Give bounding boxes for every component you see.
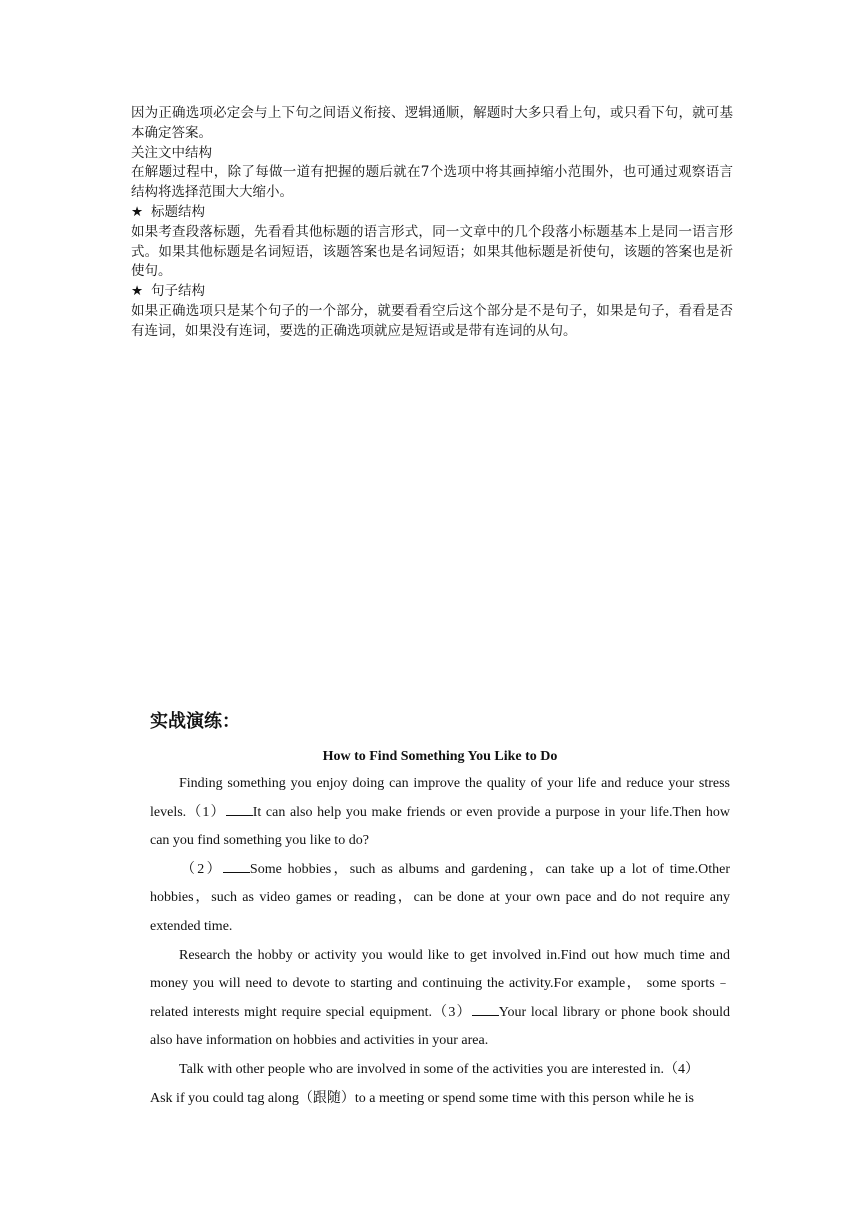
star-icon: ★ xyxy=(131,203,144,220)
passage-paragraph-1 xyxy=(150,770,730,856)
passage-text: Finding something you enjoy doing can improve the quality of your life and reduce your stress levels.（1） xyxy=(150,776,730,820)
bullet-sentence-label: 句子结构 xyxy=(151,283,205,300)
paragraph-structure-intro: 在解题过程中，除了每做一道有把握的题后就在7个选项中将其画掉缩小范围外，也可通过观察语言结构将选择范围大大缩小。 xyxy=(131,164,733,201)
passage-paragraph-3 xyxy=(150,942,730,1056)
passage-text: （2） xyxy=(181,861,223,877)
article-title: How to Find Something You Like to Do xyxy=(322,749,558,764)
bullet-title-structure xyxy=(131,203,733,223)
passage-text: Some hobbies，such as albums and gardening，can take up a lot of time.Other hobbies，such as video games or reading，can be done at your own pace and do not require any extended time. xyxy=(150,861,730,934)
answer-blank-1 xyxy=(226,804,253,816)
chinese-guidance-section xyxy=(131,104,733,342)
passage-paragraph-2 xyxy=(150,856,730,942)
paragraph-context-logic: 因为正确选项必定会与上下句之间语义衔接、逻辑通顺，解题时大多只看上句，或只看下句，就可基本确定答案。 xyxy=(131,105,733,141)
bullet-title-label: 标题结构 xyxy=(151,203,205,220)
practice-section-title: 实战演练： xyxy=(150,711,240,732)
passage-paragraph-4 xyxy=(150,1056,730,1113)
reading-passage xyxy=(150,770,730,1113)
paragraph-sentence-structure: 如果正确选项只是某个句子的一个部分，就要看看空后这个部分是不是句子，如果是句子，看看是否有连词，如果没有连词，要选的正确选项就应是短语或是带有连词的从句。 xyxy=(131,302,733,339)
passage-text: It can also help you make friends or even provide a purpose in your life.Then how can you find something you like to do? xyxy=(150,804,731,849)
paragraph-title-structure: 如果考查段落标题，先看看其他标题的语言形式，同一文章中的几个段落小标题基本上是同一语言形式。如果其他标题是名词短语，该题答案也是名词短语；如果其他标题是祈使句，该题的答案也是祈使句。 xyxy=(131,223,733,280)
passage-text: Ask if you could tag along（跟随）to a meeting or spend some time with this person while he is xyxy=(150,1090,694,1106)
passage-text: Talk with other people who are involved in some of the activities you are interested in.（4） xyxy=(179,1061,699,1077)
heading-text-structure: 关注文中结构 xyxy=(131,144,212,161)
passage-text: Research the hobby or activity you would like to get involved in.Find out how much time and money you will need to devote to starting and continuing the activity.For example， some sports﹣related interests might require special equipment.（3） xyxy=(150,947,730,1020)
answer-blank-3 xyxy=(472,1004,499,1016)
star-icon: ★ xyxy=(131,283,144,300)
passage-text: Your local library or phone book should also have information on hobbies and activities in your area. xyxy=(150,1004,731,1049)
bullet-sentence-structure xyxy=(131,282,733,302)
answer-blank-2 xyxy=(223,861,250,873)
